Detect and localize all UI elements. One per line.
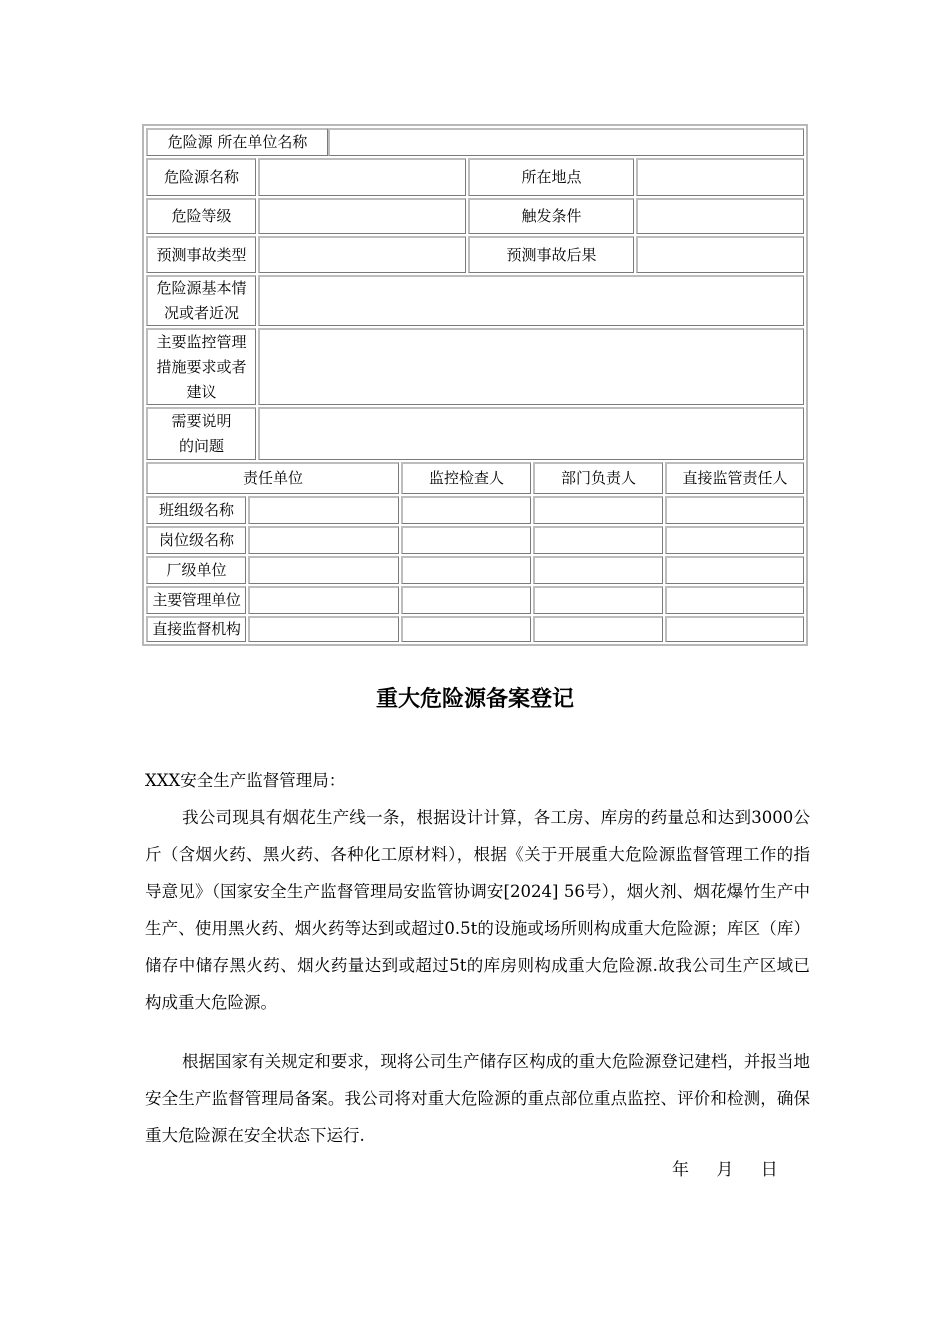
date-line: 年 月 日 <box>672 1160 778 1180</box>
hazard-level-label: 危险等级 <box>146 198 256 234</box>
unit-name-field[interactable] <box>328 128 804 156</box>
accident-type-label: 预测事故类型 <box>146 236 256 273</box>
table-cell[interactable] <box>533 616 663 642</box>
table-cell[interactable] <box>248 616 399 642</box>
basic-info-field[interactable] <box>258 275 804 326</box>
table-cell[interactable] <box>401 496 531 524</box>
trigger-condition-label: 触发条件 <box>468 198 634 234</box>
table-cell[interactable] <box>665 526 804 554</box>
document-title: 重大危险源备案登记 <box>375 687 574 712</box>
header-department-head: 部门负责人 <box>533 462 663 494</box>
hazard-name-label: 危险源名称 <box>146 158 256 196</box>
registration-table <box>142 124 808 646</box>
header-direct-supervisor: 直接监管责任人 <box>665 462 804 494</box>
table-cell[interactable] <box>248 586 399 614</box>
accident-result-field[interactable] <box>636 236 804 273</box>
row-label-management: 主要管理单位 <box>146 586 246 614</box>
notes-field[interactable] <box>258 407 804 460</box>
table-cell[interactable] <box>533 526 663 554</box>
row-label-post: 岗位级名称 <box>146 526 246 554</box>
location-field[interactable] <box>636 158 804 196</box>
accident-type-field[interactable] <box>258 236 466 273</box>
hazard-level-field[interactable] <box>258 198 466 234</box>
monitoring-measures-field[interactable] <box>258 328 804 405</box>
table-cell[interactable] <box>533 556 663 584</box>
accident-result-label: 预测事故后果 <box>468 236 634 273</box>
monitoring-measures-label: 主要监控管理 措施要求或者 建议 <box>146 328 256 405</box>
location-label: 所在地点 <box>468 158 634 196</box>
table-cell[interactable] <box>401 586 531 614</box>
notes-label: 需要说明 的问题 <box>146 407 256 460</box>
row-label-supervision: 直接监督机构 <box>146 616 246 642</box>
hazard-name-field[interactable] <box>258 158 466 196</box>
unit-name-label: 危险源 所在单位名称 <box>146 128 328 156</box>
basic-info-label: 危险源基本情 况或者近况 <box>146 275 256 326</box>
trigger-condition-field[interactable] <box>636 198 804 234</box>
table-cell[interactable] <box>665 496 804 524</box>
salutation: XXX安全生产监督管理局： <box>145 771 346 790</box>
table-cell[interactable] <box>533 586 663 614</box>
paragraph-2: 根据国家有关规定和要求，现将公司生产储存区构成的重大危险源登记建档，并报当地安全生产监督管理局备案。我公司将对重大危险源的重点部位重点监控、评价和检测，确保重大危险源在安全状态下运行. <box>145 1052 810 1145</box>
paragraph-1: 我公司现具有烟花生产线一条，根据设计计算，各工房、库房的药量总和达到3000公斤（含烟火药、黑火药、各种化工原材料），根据《关于开展重大危险源监督管理工作的指导意见》（国家安全生产监督管理局安监管协调安[2024] 56号），烟火剂、烟花爆竹生产中生产、使用黑火药、烟火药等达到或超过0.5t的设施或场所则构成重大危险源；库区（库）储存中储存黑火药、烟火药量达到或超过5t的库房则构成重大危险源.故我公司生产区域已构成重大危险源。 <box>145 808 810 1012</box>
table-cell[interactable] <box>401 556 531 584</box>
table-cell[interactable] <box>533 496 663 524</box>
table-cell[interactable] <box>401 616 531 642</box>
row-label-team: 班组级名称 <box>146 496 246 524</box>
table-cell[interactable] <box>401 526 531 554</box>
table-cell[interactable] <box>665 586 804 614</box>
header-responsible-unit: 责任单位 <box>146 462 399 494</box>
table-cell[interactable] <box>665 616 804 642</box>
table-cell[interactable] <box>248 496 399 524</box>
row-label-factory: 厂级单位 <box>146 556 246 584</box>
header-monitor-inspector: 监控检查人 <box>401 462 531 494</box>
table-cell[interactable] <box>665 556 804 584</box>
table-cell[interactable] <box>248 556 399 584</box>
table-cell[interactable] <box>248 526 399 554</box>
